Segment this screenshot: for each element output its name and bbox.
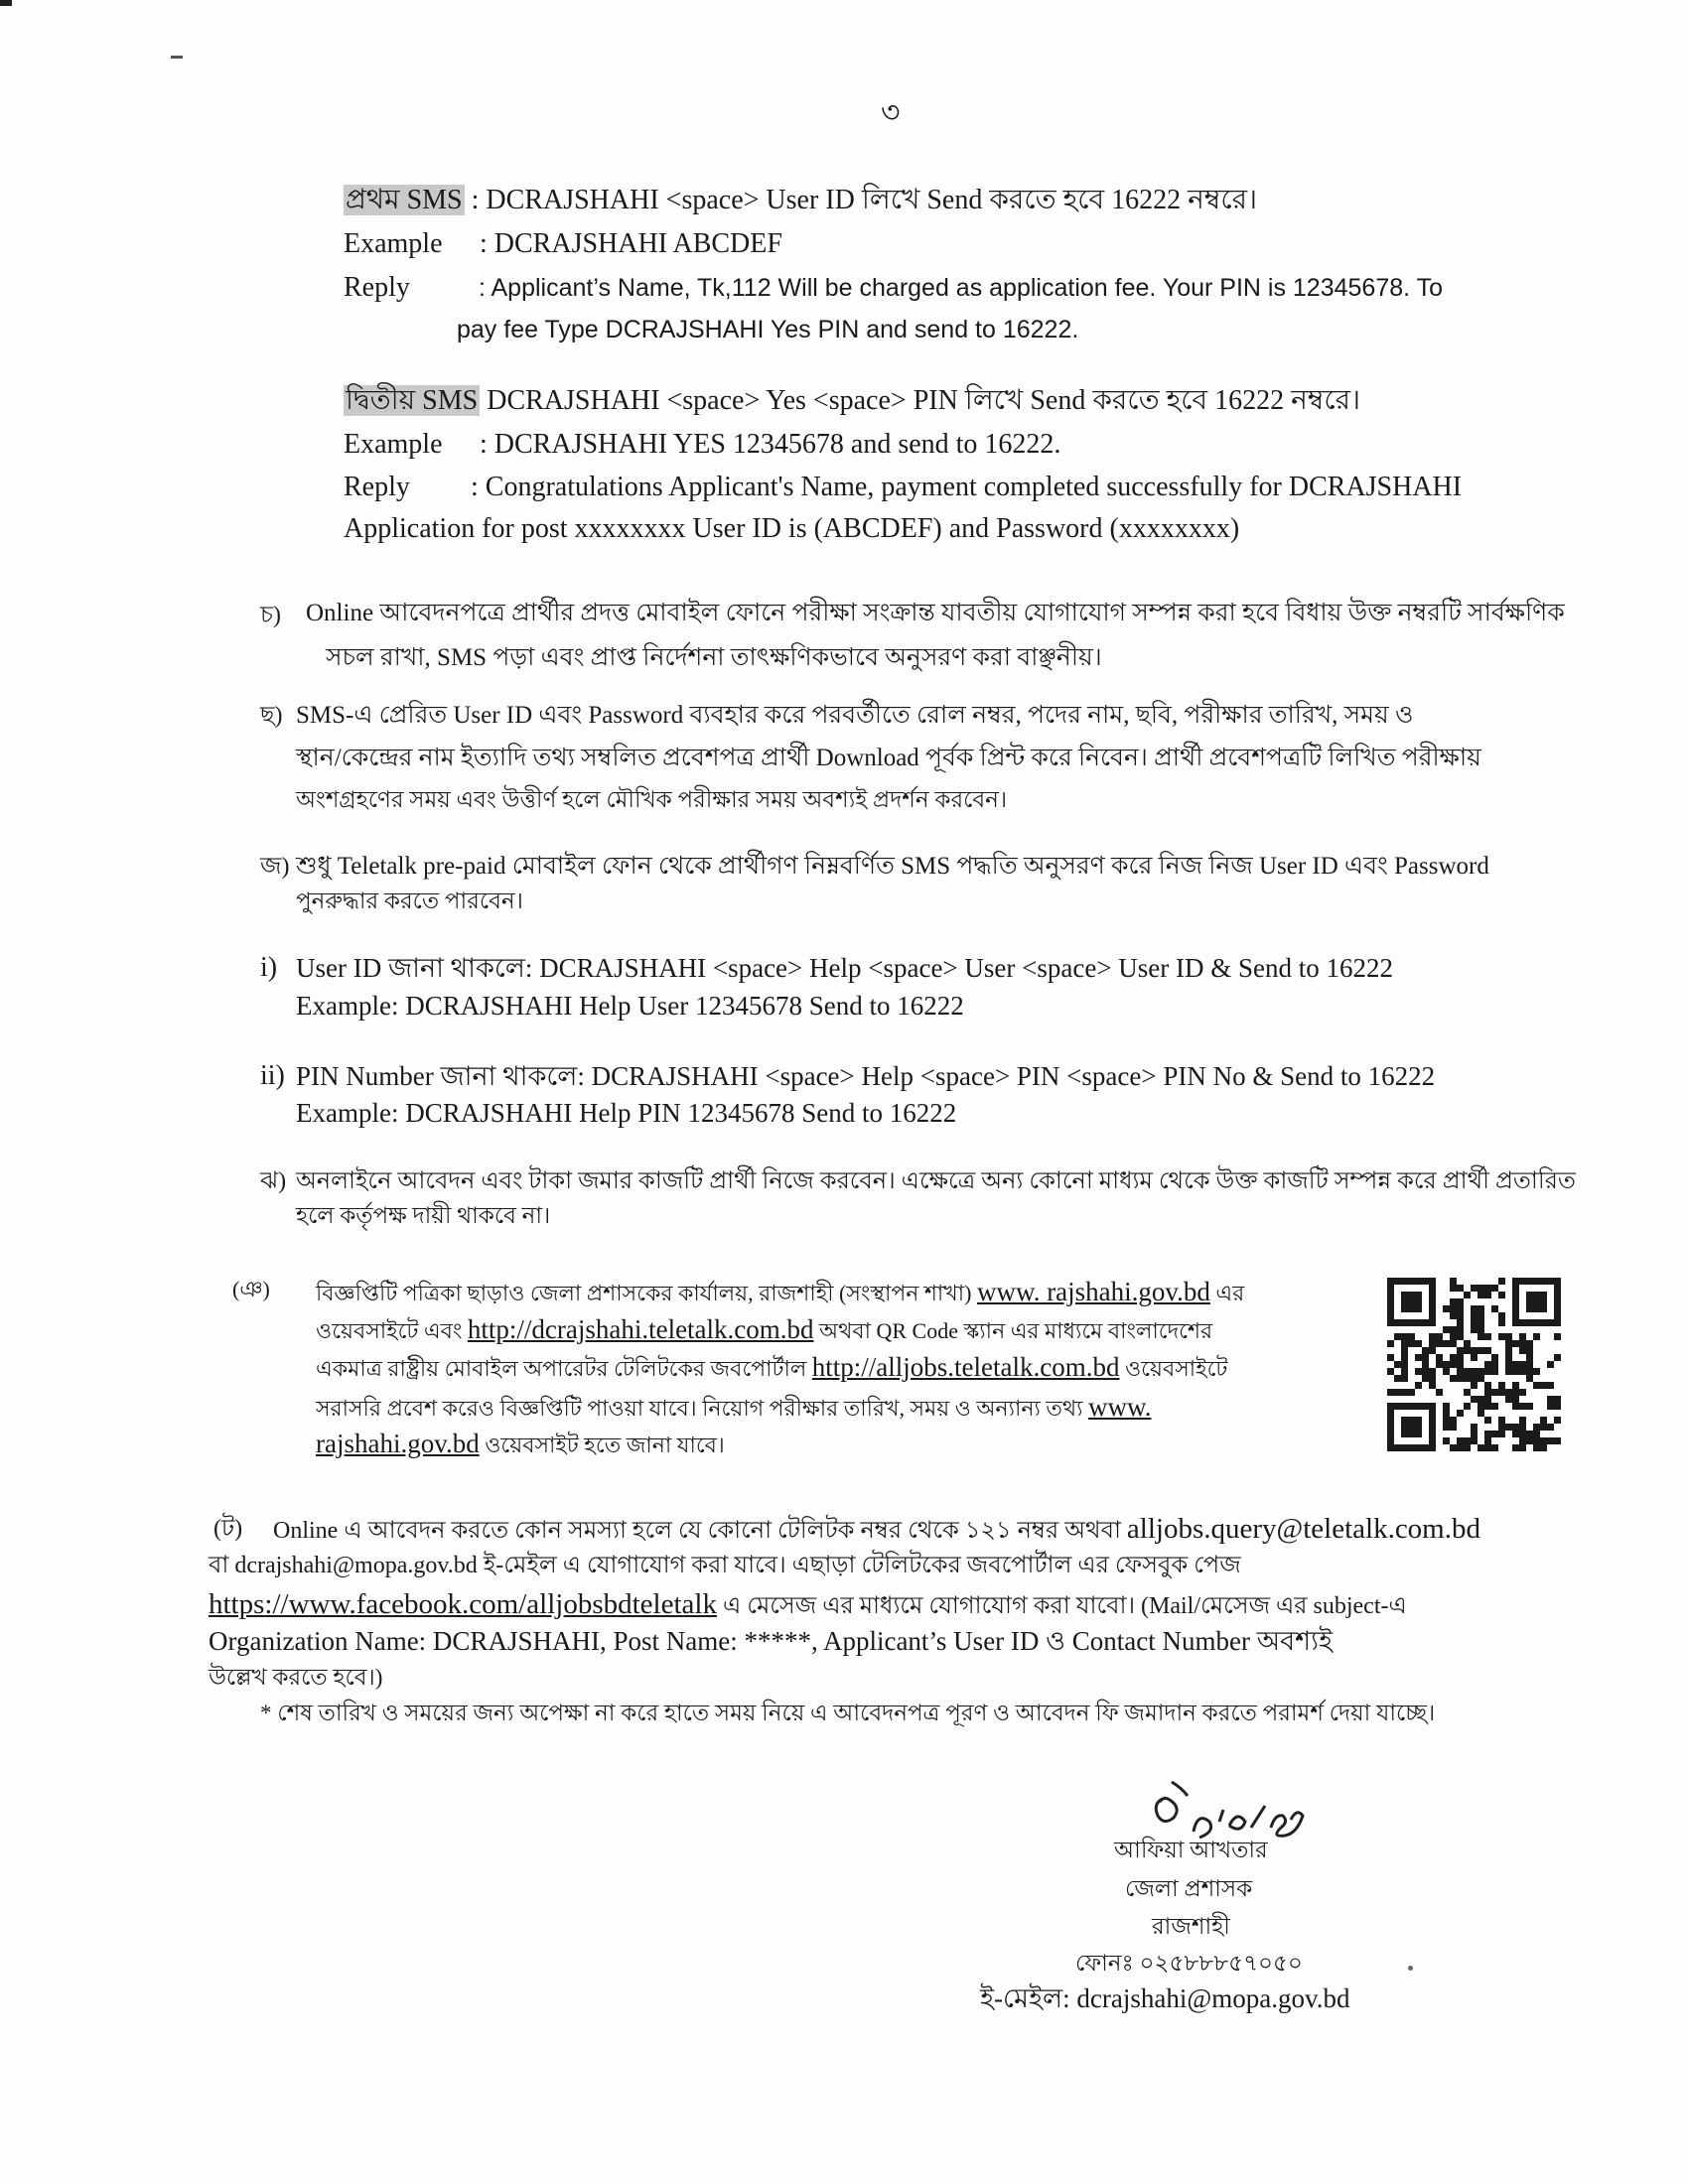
rajshahi-website-link-2[interactable]: www. xyxy=(1087,1392,1152,1422)
email-text: alljobs.query@teletalk.com.bd xyxy=(1126,1513,1480,1545)
signatory-designation: জেলা প্রশাসক xyxy=(1125,1876,1253,1901)
item-i-line1: User ID জানা থাকলে: DCRAJSHAHI <space> Help <space> User <space> User ID & Send to 16222 xyxy=(296,953,1394,983)
example-label: Example xyxy=(344,429,443,460)
second-sms-instruction: DCRAJSHAHI <space> Yes <space> PIN লিখে Send করতে হবে 16222 নম্বরে। xyxy=(480,385,1360,416)
text: এর xyxy=(1209,1281,1245,1305)
scan-speck xyxy=(1408,1966,1413,1971)
first-sms-reply-2: pay fee Type DCRAJSHAHI Yes PIN and send to 16222. xyxy=(457,316,1079,343)
text: সরাসরি প্রবেশ করেও বিজ্ঞপ্তিটি পাওয়া যাবে। নিয়োগ পরীক্ষার তারিখ, সময় ও অন্যান্য তথ্য xyxy=(316,1396,1088,1421)
signatory-district: রাজশাহী xyxy=(1152,1914,1230,1939)
second-sms-example xyxy=(344,427,1060,463)
item-nya-line4 xyxy=(316,1389,1151,1427)
second-sms-label: দ্বিতীয় SMS xyxy=(346,385,479,416)
text: এ মেসেজ এর মাধ্যমে যোগাযোগ করা যাবো। (Mail/মেসেজ এর subject-এ xyxy=(716,1593,1407,1619)
item-nya-marker: (ঞ) xyxy=(232,1277,270,1301)
item-jha-marker: ঝ) xyxy=(260,1168,287,1194)
reply-value-1: : Applicant’s Name, Tk,112 Will be charged as application fee. Your PIN is 12345678. To xyxy=(479,274,1443,302)
second-sms-line xyxy=(344,383,1360,419)
item-ii-marker: ii) xyxy=(260,1060,285,1091)
item-ta-line4: Organization Name: DCRAJSHAHI, Post Name: *****, Applicant’s User ID ও Contact Number অবশ্যই xyxy=(209,1626,1333,1656)
item-ta-marker: (ট) xyxy=(213,1516,243,1542)
text: অথবা QR Code স্ক্যান এর মাধ্যমে বাংলাদেশের xyxy=(813,1318,1213,1343)
item-ta-line2: বা dcrajshahi@mopa.gov.bd ই-মেইল এ যোগাযোগ করা যাবে। এছাড়া টেলিটকের জবপোর্টাল এর ফেসবুক পেজ xyxy=(209,1553,1241,1578)
item-nya-line3 xyxy=(316,1349,1227,1387)
item-ta-line5: উল্লেখ করতে হবে।) xyxy=(209,1665,383,1690)
item-ja-marker: জ) xyxy=(260,854,290,880)
second-sms-reply-2: Application for post xxxxxxxx User ID is (ABCDEF) and Password (xxxxxxxx) xyxy=(344,513,1240,544)
item-cha-marker: চ) xyxy=(260,603,281,628)
text: একমাত্র রাষ্ট্রীয় মোবাইল অপারেটর টেলিটকের জবপোর্টাল xyxy=(316,1356,812,1381)
reply-label: Reply xyxy=(344,472,410,502)
deadline-note: * শেষ তারিখ ও সময়ের জন্য অপেক্ষা না করে হাতে সময় নিয়ে এ আবেদনপত্র পূরণ ও আবেদন ফি জমাদান করতে পরামর্শ দেয়া যাচ্ছে। xyxy=(260,1701,1436,1725)
reply-value-1: : Congratulations Applicant's Name, payment completed successfully for DCRAJSHAHI xyxy=(471,472,1463,502)
item-chha-line2: স্থান/কেন্দ্রের নাম ইত্যাদি তথ্য সম্বলিত প্রবেশপত্র প্রার্থী Download পূর্বক প্রিন্ট করে নিবেন। প্রার্থী প্রবেশপত্রটি লিখিত পরীক্ষায় xyxy=(296,745,1481,771)
rajshahi-website-link-3[interactable]: rajshahi.gov.bd xyxy=(316,1429,480,1458)
item-nya-line2 xyxy=(316,1311,1212,1349)
signatory-phone: ফোনঃ ০২৫৮৮৮৫৭০৫০ xyxy=(1075,1951,1303,1976)
example-label: Example xyxy=(344,228,443,259)
item-ii-line1: PIN Number জানা থাকলে: DCRAJSHAHI <space> Help <space> PIN <space> PIN No & Send to 16222 xyxy=(296,1061,1436,1091)
example-value: : DCRAJSHAHI ABCDEF xyxy=(473,228,782,259)
item-chha-line1: SMS-এ প্রেরিত User ID এবং Password ব্যবহার করে পরবর্তীতে রোল নম্বর, পদের নাম, ছবি, পরীক্ষার তারিখ, সময় ও xyxy=(296,702,1414,729)
item-nya-line1 xyxy=(316,1274,1244,1311)
text: বিজ্ঞপ্তিটি পত্রিকা ছাড়াও জেলা প্রশাসকের কার্যালয়, রাজশাহী (সংস্থাপন শাখা) xyxy=(316,1281,977,1305)
first-sms-label: প্রথম SMS xyxy=(346,185,463,215)
example-value: : DCRAJSHAHI YES 12345678 and send to 16222. xyxy=(473,429,1061,460)
teletalk-dcrajshahi-link[interactable]: http://dcrajshahi.teletalk.com.bd xyxy=(467,1314,814,1344)
item-jha-line2: হলে কর্তৃপক্ষ দায়ী থাকবে না। xyxy=(296,1203,551,1228)
scan-dash-mark xyxy=(171,56,183,59)
first-sms-reply xyxy=(344,270,1443,306)
item-ta-line1 xyxy=(273,1511,1480,1549)
first-sms-instruction: : DCRAJSHAHI <space> User ID লিখে Send করতে হবে 16222 নম্বরে। xyxy=(464,185,1258,215)
alljobs-teletalk-link[interactable]: http://alljobs.teletalk.com.bd xyxy=(811,1352,1120,1382)
reply-label: Reply xyxy=(344,272,410,303)
item-i-marker: i) xyxy=(260,952,278,983)
item-nya-line5 xyxy=(316,1426,725,1463)
item-ja-line2: পুনরুদ্ধার করতে পারবেন। xyxy=(296,888,523,913)
second-sms-reply xyxy=(344,470,1462,505)
item-ta-line3 xyxy=(209,1586,1407,1624)
qr-code-icon[interactable] xyxy=(1387,1278,1561,1451)
facebook-page-link[interactable]: https://www.facebook.com/alljobsbdteletalk xyxy=(209,1588,717,1620)
page-number: ৩ xyxy=(881,96,901,129)
item-ja-line1: শুধু Teletalk pre-paid মোবাইল ফোন থেকে প্রার্থীগণ নিম্নবর্ণিত SMS পদ্ধতি অনুসরণ করে নিজ নিজ User ID এবং Password xyxy=(296,853,1489,880)
signatory-email: ই-মেইল: dcrajshahi@mopa.gov.bd xyxy=(980,1983,1350,2013)
text: Online এ আবেদন করতে কোন সমস্যা হলে যে কোনো টেলিটক নম্বর থেকে ১২১ নম্বর অথবা xyxy=(273,1518,1127,1544)
item-ii-line2: Example: DCRAJSHAHI Help PIN 12345678 Send to 16222 xyxy=(296,1098,957,1128)
item-chha-line3: অংশগ্রহণের সময় এবং উত্তীর্ণ হলে মৌখিক পরীক্ষার সময় অবশ্যই প্রদর্শন করবেন। xyxy=(296,787,1008,812)
first-sms-example xyxy=(344,226,782,262)
scan-edge-mark xyxy=(0,0,12,6)
item-chha-marker: ছ) xyxy=(260,703,283,729)
text: ওয়েবসাইট হতে জানা যাবে। xyxy=(479,1433,725,1457)
text: ওয়েবসাইটে এবং xyxy=(316,1318,468,1343)
first-sms-line xyxy=(344,183,1257,218)
signatory-name: আফিয়া আখতার xyxy=(1114,1838,1268,1862)
item-i-line2: Example: DCRAJSHAHI Help User 12345678 Send to 16222 xyxy=(296,991,964,1021)
item-cha-line1: Online আবেদনপত্রে প্রার্থীর প্রদত্ত মোবাইল ফোনে পরীক্ষা সংক্রান্ত যাবতীয় যোগাযোগ সম্পন্ন করা হবে বিধায় উক্ত নম্বরটি সার্বক্ষণিক xyxy=(306,600,1565,626)
item-cha-line2: সচল রাখা, SMS পড়া এবং প্রাপ্ত নির্দেশনা তাৎক্ষণিকভাবে অনুসরণ করা বাঞ্ছনীয়। xyxy=(326,644,1102,671)
item-jha-line1: অনলাইনে আবেদন এবং টাকা জমার কাজটি প্রার্থী নিজে করবেন। এক্ষেত্রে অন্য কোনো মাধ্যম থেকে উক্ত কাজটি সম্পন্ন করে প্রার্থী প্রতারিত xyxy=(296,1168,1576,1194)
rajshahi-website-link[interactable]: www. rajshahi.gov.bd xyxy=(976,1277,1210,1306)
text: ওয়েবসাইটে xyxy=(1119,1356,1228,1381)
